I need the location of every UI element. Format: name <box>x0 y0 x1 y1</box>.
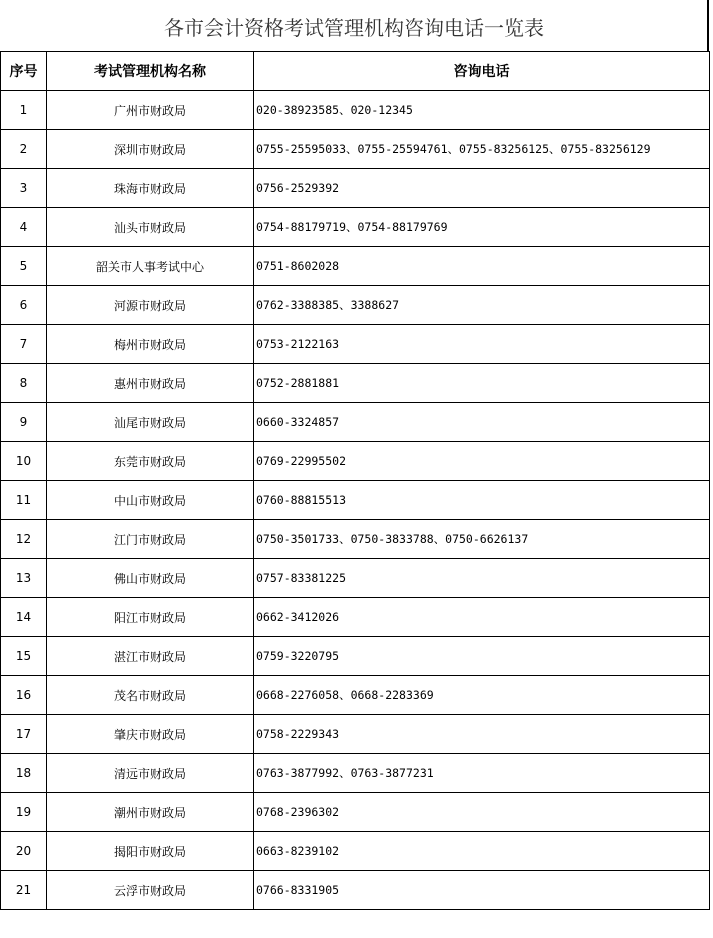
row-index: 17 <box>1 715 47 754</box>
row-index: 12 <box>1 520 47 559</box>
row-org-name: 东莞市财政局 <box>47 442 254 481</box>
table-row <box>1 481 710 520</box>
header-org: 考试管理机构名称 <box>47 52 254 91</box>
table-row <box>1 754 710 793</box>
row-org-name: 云浮市财政局 <box>47 871 254 910</box>
row-index: 5 <box>1 247 47 286</box>
row-index: 1 <box>1 91 47 130</box>
row-org-name: 揭阳市财政局 <box>47 832 254 871</box>
row-phone: 0663-8239102 <box>254 832 710 871</box>
table-row <box>1 364 710 403</box>
header-row <box>1 52 710 91</box>
row-phone: 0750-3501733、0750-3833788、0750-6626137 <box>254 520 710 559</box>
row-phone: 0756-2529392 <box>254 169 710 208</box>
row-org-name: 清远市财政局 <box>47 754 254 793</box>
row-org-name: 湛江市财政局 <box>47 637 254 676</box>
row-org-name: 汕尾市财政局 <box>47 403 254 442</box>
table-row <box>1 715 710 754</box>
contact-table <box>0 51 710 910</box>
row-org-name: 潮州市财政局 <box>47 793 254 832</box>
header-phone: 咨询电话 <box>254 52 710 91</box>
row-org-name: 广州市财政局 <box>47 91 254 130</box>
row-index: 19 <box>1 793 47 832</box>
row-index: 18 <box>1 754 47 793</box>
row-org-name: 韶关市人事考试中心 <box>47 247 254 286</box>
row-phone: 0757-83381225 <box>254 559 710 598</box>
row-phone: 020-38923585、020-12345 <box>254 91 710 130</box>
row-phone: 0763-3877992、0763-3877231 <box>254 754 710 793</box>
row-phone: 0753-2122163 <box>254 325 710 364</box>
row-org-name: 深圳市财政局 <box>47 130 254 169</box>
table-row <box>1 247 710 286</box>
table-row <box>1 169 710 208</box>
row-phone: 0752-2881881 <box>254 364 710 403</box>
row-index: 6 <box>1 286 47 325</box>
row-org-name: 茂名市财政局 <box>47 676 254 715</box>
row-index: 4 <box>1 208 47 247</box>
row-org-name: 江门市财政局 <box>47 520 254 559</box>
row-phone: 0762-3388385、3388627 <box>254 286 710 325</box>
row-index: 15 <box>1 637 47 676</box>
row-phone: 0768-2396302 <box>254 793 710 832</box>
row-index: 3 <box>1 169 47 208</box>
page-title: 各市会计资格考试管理机构咨询电话一览表 <box>164 15 544 40</box>
row-phone: 0668-2276058、0668-2283369 <box>254 676 710 715</box>
row-phone: 0769-22995502 <box>254 442 710 481</box>
table-row <box>1 286 710 325</box>
row-phone: 0755-25595033、0755-25594761、0755-83256125、0755-83256129 <box>254 130 710 169</box>
row-org-name: 中山市财政局 <box>47 481 254 520</box>
row-phone: 0751-8602028 <box>254 247 710 286</box>
row-phone: 0759-3220795 <box>254 637 710 676</box>
row-org-name: 珠海市财政局 <box>47 169 254 208</box>
table-row <box>1 832 710 871</box>
table-row <box>1 559 710 598</box>
row-index: 13 <box>1 559 47 598</box>
table-row <box>1 871 710 910</box>
table-row <box>1 637 710 676</box>
row-index: 14 <box>1 598 47 637</box>
table-row <box>1 91 710 130</box>
table-row <box>1 442 710 481</box>
row-phone: 0754-88179719、0754-88179769 <box>254 208 710 247</box>
row-index: 21 <box>1 871 47 910</box>
row-index: 16 <box>1 676 47 715</box>
row-phone: 0758-2229343 <box>254 715 710 754</box>
table-row <box>1 793 710 832</box>
row-index: 7 <box>1 325 47 364</box>
row-org-name: 肇庆市财政局 <box>47 715 254 754</box>
title-right-border <box>707 0 709 52</box>
row-org-name: 惠州市财政局 <box>47 364 254 403</box>
table-row <box>1 520 710 559</box>
row-index: 8 <box>1 364 47 403</box>
row-org-name: 阳江市财政局 <box>47 598 254 637</box>
table-row <box>1 676 710 715</box>
row-org-name: 河源市财政局 <box>47 286 254 325</box>
row-phone: 0760-88815513 <box>254 481 710 520</box>
row-index: 11 <box>1 481 47 520</box>
header-index: 序号 <box>1 52 47 91</box>
table-row <box>1 325 710 364</box>
row-org-name: 梅州市财政局 <box>47 325 254 364</box>
row-index: 10 <box>1 442 47 481</box>
row-index: 2 <box>1 130 47 169</box>
table-row <box>1 208 710 247</box>
row-org-name: 汕头市财政局 <box>47 208 254 247</box>
row-index: 9 <box>1 403 47 442</box>
row-index: 20 <box>1 832 47 871</box>
table-row <box>1 130 710 169</box>
row-phone: 0766-8331905 <box>254 871 710 910</box>
table-row <box>1 598 710 637</box>
table-row <box>1 403 710 442</box>
row-org-name: 佛山市财政局 <box>47 559 254 598</box>
row-phone: 0662-3412026 <box>254 598 710 637</box>
row-phone: 0660-3324857 <box>254 403 710 442</box>
